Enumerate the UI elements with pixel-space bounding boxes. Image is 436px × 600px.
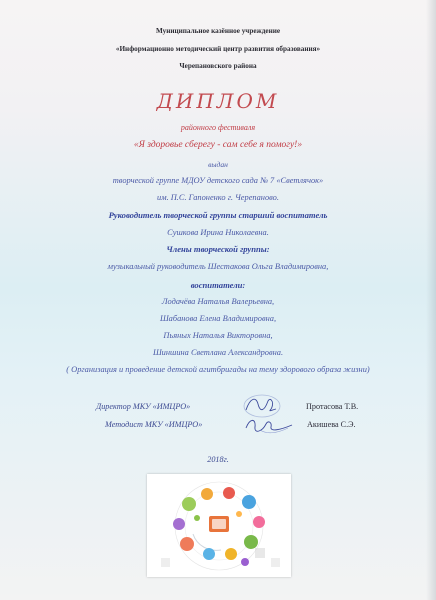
methodist-signature: [240, 414, 300, 438]
health-icons-picture: [147, 474, 291, 577]
educators-label: воспитатели:: [190, 280, 246, 290]
festival-line: районного фестиваля: [180, 123, 256, 132]
diploma-title: ДИПЛОМ: [156, 89, 280, 113]
festival-name: «Я здоровье сберегу - сам себе я помогу!»: [133, 140, 303, 150]
director-label: Директор МКУ «ИМЦРО»: [96, 402, 191, 411]
issued-word: выдан: [208, 160, 228, 169]
header-line-2: «Информационно методический центр развития образования»: [115, 45, 321, 53]
header-line-3: Черепановского района: [179, 62, 257, 70]
description: ( Организация и проведение детской агитбригады на тему здорового образа жизни): [66, 365, 370, 374]
music-director: музыкальный руководитель Шестакова Ольга Владимировна,: [107, 262, 329, 271]
leader-name: Сушкова Ирина Николаевна.: [167, 228, 269, 237]
director-name: Протасова Т.В.: [306, 402, 359, 411]
health-icons-illustration: [147, 474, 291, 577]
educator-1: Лодачёва Наталья Валерьевна,: [161, 297, 275, 306]
members-label: Члены творческой группы:: [166, 244, 270, 254]
educator-4: Шиншина Светлана Александровна.: [152, 348, 284, 357]
recipient-line-2: им. П.С. Гапоненко г. Черепаново.: [157, 193, 279, 202]
educator-3: Пьяных Наталья Викторовна,: [163, 331, 273, 340]
recipient-line-1: творческой группе МДОУ детского сада № 7 «Светлячок»: [112, 176, 324, 185]
leader-label: Руководитель творческой группы старший воспитатель: [108, 210, 328, 220]
methodist-name: Акишева С.Э.: [307, 420, 356, 429]
methodist-label: Методист МКУ «ИМЦРО»: [105, 420, 203, 429]
educator-2: Шабанова Елена Владимировна,: [159, 314, 277, 323]
header-line-1: Муниципальное казённое учреждение: [155, 27, 281, 35]
year: 2018г.: [207, 455, 229, 464]
